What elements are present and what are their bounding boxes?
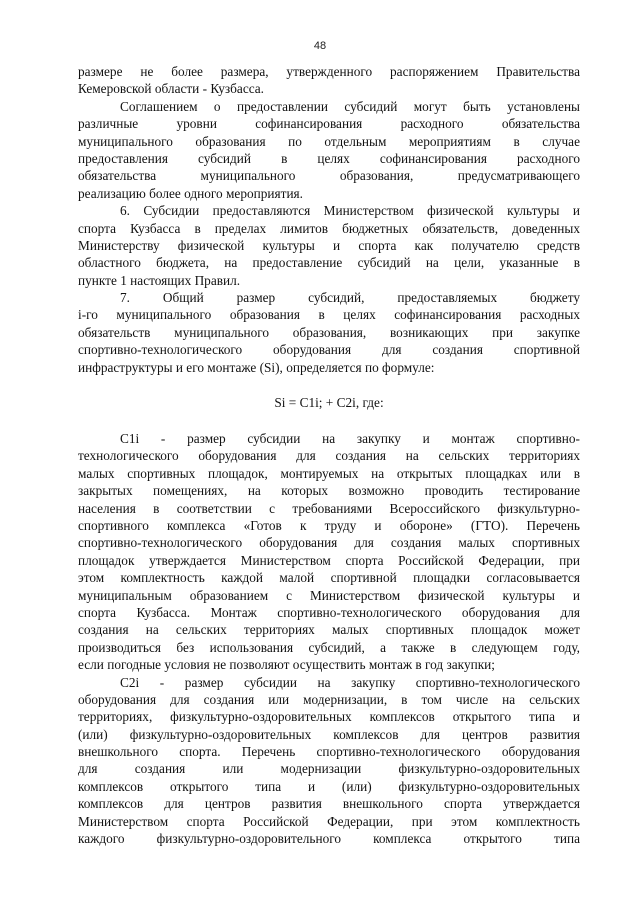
text-line: Министерству физической культуры и спорта как получателю средств (78, 237, 580, 253)
spacer (78, 416, 580, 430)
formula: Si = C1i; + C2i, где: (274, 395, 384, 411)
text-line: спортивно-технологического оборудования для создания спортивной (78, 342, 580, 358)
text-line: обязательства муниципального образования, предусматривающего (78, 168, 580, 184)
text-line: населения в соответствии с требованиями Всероссийского физкультурно- (78, 500, 580, 516)
paragraph-first-line: 7. Общий размер субсидий, предоставляемых бюджету (120, 290, 580, 306)
text-line: закрытых помещениях, на которых возможно проводить тестирование (78, 483, 580, 499)
paragraph-first-line: Соглашением о предоставлении субсидий могут быть установлены (120, 98, 580, 114)
text-line: площадок утверждается Министерством спорта Российской Федерации, при (78, 552, 580, 568)
text-line: комплексов для центров развития внешкольного спорта утверждается (78, 796, 580, 812)
text-line: инфраструктуры и его монтаже (Si), определяется по формуле: (78, 359, 435, 375)
document-body (78, 63, 580, 847)
paragraph-first-line: C1i - размер субсидии на закупку и монтаж спортивно- (120, 431, 580, 447)
text-line: для создания или модернизации физкультурно-оздоровительных (78, 761, 580, 777)
text-line: оборудования для создания или модернизации, в том числе на сельских (78, 691, 580, 707)
text-line: муниципального образования по отдельным мероприятиям в случае (78, 133, 580, 149)
text-line: спортивного комплекса «Готов к труду и обороне» (ГТО). Перечень (78, 517, 580, 533)
text-line: этом комплектность каждой малой спортивной площадки согласовывается (78, 570, 580, 586)
paragraph-first-line: C2i - размер субсидии на закупку спортивно-технологического (120, 674, 580, 690)
text-line: каждого физкультурно-оздоровительного комплекса открытого типа (78, 831, 580, 847)
text-line: создания на сельских территориях малых спортивных площадок может (78, 622, 580, 638)
text-line: Министерством спорта Российской Федерации, при этом комплектность (78, 813, 580, 829)
text-line: реализацию более одного мероприятия. (78, 185, 303, 201)
text-line: технологического оборудования для создания на сельских территориях (78, 448, 580, 464)
text-line: внешкольного спорта. Перечень спортивно-технологического оборудования (78, 744, 580, 760)
text-line: предоставления субсидий в целях софинансирования расходного (78, 150, 580, 166)
text-line: спорта Кузбасса. Монтаж спортивно-технологического оборудования для (78, 604, 580, 620)
text-line: производиться без использования субсидий, а также в следующем году, (78, 639, 580, 655)
text-line: муниципальным образованием с Министерством физической культуры и (78, 587, 580, 603)
text-line: пункте 1 настоящих Правил. (78, 272, 241, 288)
text-line: (или) физкультурно-оздоровительных комплексов для центров развития (78, 726, 580, 742)
text-line: областного бюджета, на предоставление субсидий на цели, указанные в (78, 255, 580, 271)
text-line: Кемеровской области - Кузбасса. (78, 81, 265, 97)
page-number: 48 (313, 40, 327, 52)
text-line: малых спортивных площадок, монтируемых на открытых площадках или в (78, 465, 580, 481)
text-line: различные уровни софинансирования расходного обязательства (78, 116, 580, 132)
text-line: спорта Кузбасса в пределах лимитов бюджетных обязательств, доведенных (78, 220, 580, 236)
text-line: обязательств муниципального образования, возникающих при закупке (78, 324, 580, 340)
text-line: спортивно-технологического оборудования для создания малых спортивных (78, 535, 580, 551)
text-line: i-го муниципального образования в целях софинансирования расходных (78, 307, 580, 323)
text-line: территориях, физкультурно-оздоровительных комплексов открытого типа и (78, 709, 580, 725)
text-line: если погодные условия не позволяют осуществить монтаж в год закупки; (78, 657, 495, 673)
text-line: комплексов открытого типа и (или) физкультурно-оздоровительных (78, 778, 580, 794)
spacer (78, 376, 580, 390)
paragraph-first-line: 6. Субсидии предоставляются Министерством физической культуры и (120, 203, 580, 219)
text-line: размере не более размера, утвержденного распоряжением Правительства (78, 64, 580, 79)
